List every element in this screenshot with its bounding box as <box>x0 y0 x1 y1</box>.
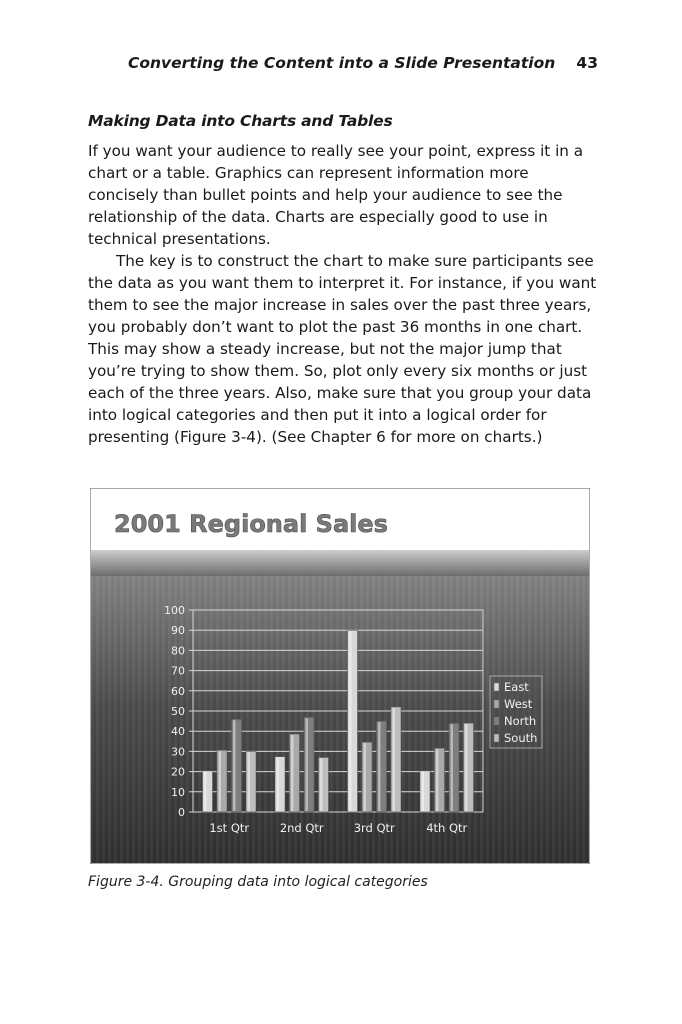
legend-swatch-south <box>494 734 499 742</box>
x-tick-label: 1st Qtr <box>209 821 250 835</box>
bar-highlight <box>291 735 294 811</box>
bar-highlight <box>378 722 381 811</box>
legend-swatch-north <box>494 717 499 725</box>
x-tick-label: 3rd Qtr <box>353 821 395 835</box>
bar-highlight <box>219 751 222 811</box>
y-tick-label: 40 <box>171 725 185 739</box>
y-tick-label: 0 <box>178 806 185 819</box>
bar-highlight <box>204 772 207 811</box>
bar-highlight <box>277 758 280 811</box>
bar-highlight <box>364 743 367 811</box>
paragraph-2: The key is to construct the chart to make sure participants see the data as you want them to interpret it. For instance, if you want them to see the major increase in sales over the past three years, you probably don’t want to plot the past 36 months in one chart. This may show a steady increase, but not the major jump that you’re trying to show them. So, plot only every six months or just each of the three years. Also, make sure that you group your data into logical categories and then put it into a logical order for presenting (Figure 3-4). (See Chapter 6 for more on charts.) <box>88 252 597 446</box>
chart-title: 2001 Regional Sales <box>114 510 388 538</box>
bar-highlight <box>465 724 468 811</box>
bar-highlight <box>436 749 439 811</box>
paragraph-1: If you want your audience to really see your point, express it in a chart or a table. Graphics can represent information more concisely than bullet points and help your audience to see the relationship of the data. Charts are especially good to use in technical presentations. <box>88 142 584 248</box>
y-tick-label: 10 <box>171 785 185 799</box>
bar-highlight <box>349 631 352 811</box>
y-tick-label: 70 <box>171 664 185 678</box>
y-tick-label: 80 <box>171 644 185 658</box>
bar-highlight <box>320 758 323 811</box>
x-tick-label: 2nd Qtr <box>279 821 324 835</box>
y-tick-label: 90 <box>171 624 185 638</box>
bar-highlight <box>248 752 251 811</box>
legend-label-south: South <box>504 731 538 745</box>
y-tick-label: 60 <box>171 684 185 698</box>
legend-label-north: North <box>504 714 537 728</box>
regional-sales-chart <box>90 488 590 864</box>
bar-highlight <box>393 708 396 811</box>
figure-caption: Figure 3-4. Grouping data into logical categories <box>88 874 428 890</box>
y-tick-label: 30 <box>171 745 185 759</box>
legend-label-east: East <box>504 680 529 694</box>
figure-3-4 <box>90 488 590 864</box>
bar-highlight <box>422 772 425 811</box>
running-head-title: Converting the Content into a Slide Presentation <box>128 54 556 72</box>
section-heading: Making Data into Charts and Tables <box>88 112 393 130</box>
body-text <box>88 140 598 448</box>
x-tick-label: 4th Qtr <box>426 821 468 835</box>
legend-swatch-east <box>494 683 499 691</box>
page-number: 43 <box>576 54 598 72</box>
bar-highlight <box>451 724 454 811</box>
y-tick-label: 50 <box>171 705 185 718</box>
legend-swatch-west <box>494 700 499 708</box>
bar-highlight <box>306 718 309 811</box>
bar-highlight <box>233 720 236 811</box>
legend-label-west: West <box>504 697 533 711</box>
y-tick-label: 100 <box>164 604 185 617</box>
running-head <box>128 54 598 76</box>
y-tick-label: 20 <box>171 765 185 779</box>
